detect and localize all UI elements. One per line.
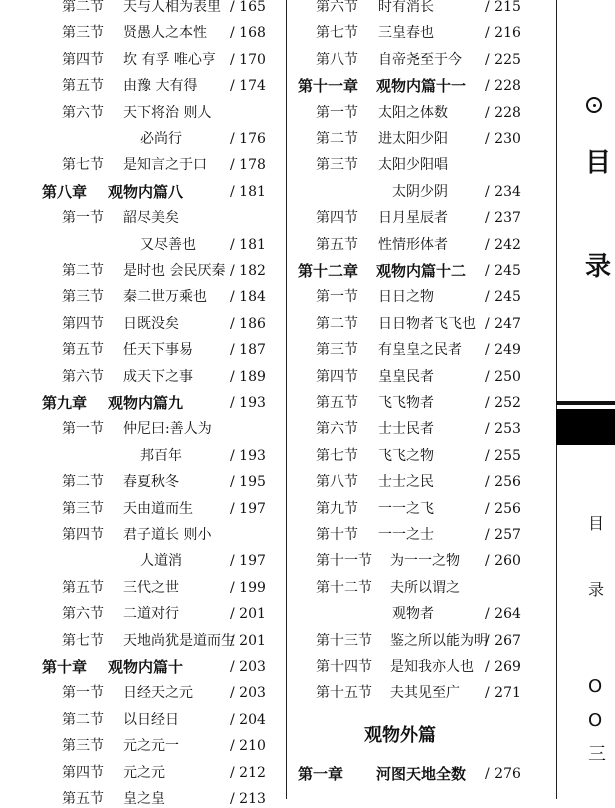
page-number: / 178 [230, 157, 266, 174]
section-title: 元之元 [123, 764, 165, 781]
section-title: 天下将治 则人 [123, 104, 212, 121]
section-number: 第三节 [62, 289, 104, 306]
section-number: 第四节 [316, 210, 358, 227]
section-number: 第九节 [316, 500, 358, 517]
section-title: 是时也 会民厌秦 [123, 263, 226, 279]
page-number: / 195 [230, 474, 266, 491]
page-number: / 256 [485, 474, 521, 491]
sidebar-title-char: 录 [585, 252, 612, 282]
section-number: 第一节 [62, 685, 104, 702]
page-number: / 181 [230, 236, 266, 253]
page-number: / 247 [485, 315, 521, 332]
section-number: 第五节 [62, 78, 104, 95]
section-title: 夫所以谓之 [390, 579, 460, 596]
section-number: 第五节 [316, 236, 358, 253]
sidebar-thin-band [556, 401, 615, 405]
page-number: / 203 [230, 685, 266, 702]
page-number: / 253 [485, 421, 521, 438]
section-title-continued: 又尽善也 [140, 236, 196, 253]
section-title: 三代之世 [123, 579, 179, 596]
page-number: / 197 [230, 500, 266, 517]
chapter-title: 河图天地全数 [376, 765, 467, 784]
column-divider [286, 0, 287, 799]
section-number: 第三节 [62, 738, 104, 755]
section-title-continued: 观物者 [392, 606, 434, 623]
section-number: 第三节 [316, 157, 358, 174]
section-number: 第二节 [62, 474, 104, 491]
section-number: 第二节 [62, 0, 104, 15]
page-number: / 225 [485, 51, 521, 68]
section-title: 进太阳少阳 [378, 131, 448, 147]
chapter-title: 观物内篇十二 [376, 262, 467, 280]
section-title-continued: 太阴少阴 [392, 183, 448, 200]
sidebar-page-number-char: O [588, 676, 603, 697]
page-number: / 215 [485, 0, 521, 15]
section-title: 天地尚犹是道而生 [123, 632, 235, 649]
chapter-number: 第十一章 [298, 77, 359, 96]
section-number: 第七节 [62, 157, 104, 174]
section-title: 时有消长 [378, 0, 434, 15]
section-title: 日月星辰者 [378, 210, 448, 227]
page-number: / 252 [485, 395, 521, 411]
page-number: / 242 [485, 236, 521, 253]
page-number: / 257 [485, 527, 521, 543]
section-title: 仲尼曰:善人为 [123, 421, 212, 438]
section-number: 第十二节 [316, 579, 372, 596]
page-number: / 176 [230, 131, 266, 147]
section-title: 元之元一 [123, 738, 179, 755]
section-title: 一一之飞 [378, 500, 434, 517]
section-title: 秦二世万乘也 [123, 289, 207, 306]
section-number: 第六节 [62, 104, 104, 121]
page-number: / 186 [230, 315, 266, 332]
page-number: / 212 [230, 764, 266, 781]
chapter-number: 第八章 [42, 182, 88, 201]
chapter-title: 观物内篇十 [108, 658, 184, 676]
section-title: 飞飞之物 [378, 447, 434, 464]
section-title: 是知言之于口 [123, 157, 207, 174]
section-number: 第四节 [62, 527, 104, 543]
section-number: 第五节 [62, 342, 104, 359]
section-number: 第四节 [316, 368, 358, 385]
page-number: / 228 [485, 78, 521, 95]
section-title: 任天下事易 [123, 342, 193, 359]
sidebar-page-number-char: O [588, 710, 603, 731]
section-title: 日日物者飞飞也 [378, 315, 476, 332]
section-title: 三皇春也 [378, 25, 434, 42]
section-title: 士士民者 [378, 421, 434, 438]
section-title: 太阳少阳唱 [378, 157, 448, 174]
section-title: 天由道而生 [123, 500, 193, 517]
chapter-title: 观物内篇九 [108, 394, 184, 412]
section-title: 成天下之事 [123, 368, 193, 385]
chapter-number: 第一章 [298, 765, 344, 784]
page-number: / 245 [485, 263, 521, 279]
section-number: 第一节 [316, 104, 358, 121]
page-number: / 197 [230, 553, 266, 570]
section-number: 第四节 [62, 51, 104, 68]
section-title: 坎 有孚 唯心亨 [123, 51, 216, 68]
section-title: 贤愚人之本性 [123, 25, 207, 42]
page-number: / 174 [230, 78, 266, 95]
section-number: 第三节 [316, 342, 358, 359]
section-number: 第四节 [62, 764, 104, 781]
section-number: 第六节 [62, 606, 104, 623]
section-number: 第一节 [62, 210, 104, 227]
page-number: / 181 [230, 183, 266, 200]
section-number: 第八节 [316, 474, 358, 491]
page-number: / 276 [485, 766, 521, 783]
page-number: / 201 [230, 632, 266, 649]
section-title: 日日之物 [378, 289, 434, 306]
page-number: / 269 [485, 659, 521, 675]
sidebar-black-band [556, 409, 615, 445]
section-number: 第一节 [316, 289, 358, 306]
section-number: 第四节 [62, 315, 104, 332]
section-title: 有皇皇之民者 [378, 342, 462, 359]
section-title: 一一之士 [378, 527, 434, 543]
page-number: / 255 [485, 447, 521, 464]
section-title: 由豫 大有得 [123, 78, 198, 95]
section-number: 第七节 [316, 447, 358, 464]
section-title: 为一一之物 [390, 553, 460, 570]
page-number: / 187 [230, 342, 266, 359]
section-number: 第十一节 [316, 553, 372, 570]
section-title: 飞飞物者 [378, 395, 434, 411]
sidebar-small-title-char: 录 [588, 580, 605, 599]
page-number: / 168 [230, 25, 266, 42]
section-title: 二道对行 [123, 606, 179, 623]
section-number: 第一节 [62, 421, 104, 438]
section-title: 士士之民 [378, 474, 434, 491]
page-number: / 256 [485, 500, 521, 517]
page-number: / 237 [485, 210, 521, 227]
section-title: 夫其见至广 [390, 685, 460, 702]
section-number: 第八节 [316, 51, 358, 68]
section-number: 第十四节 [316, 659, 372, 675]
page-number: / 193 [230, 395, 266, 411]
section-title: 太阳之体数 [378, 104, 448, 121]
section-number: 第七节 [62, 632, 104, 649]
page-number: / 234 [485, 183, 521, 200]
section-title: 性情形体者 [378, 236, 448, 253]
section-title: 皇之皇 [123, 791, 165, 807]
section-title: 日既没矣 [123, 315, 179, 332]
section-number: 第十五节 [316, 685, 372, 702]
section-title: 以日经日 [123, 711, 179, 728]
section-title: 韶尽美矣 [123, 210, 179, 227]
page-number: / 165 [230, 0, 266, 15]
section-number: 第十节 [316, 527, 358, 543]
page-number: / 170 [230, 51, 266, 68]
page-number: / 201 [230, 606, 266, 623]
section-title-continued: 必尚行 [140, 131, 182, 147]
section-title-continued: 邦百年 [140, 447, 182, 464]
page-number: / 228 [485, 104, 521, 121]
section-number: 第三节 [62, 500, 104, 517]
section-title: 天与人相为表里 [123, 0, 221, 15]
page-number: / 203 [230, 659, 266, 675]
page-number: / 210 [230, 738, 266, 755]
section-title: 日经天之元 [123, 685, 193, 702]
chapter-number: 第九章 [42, 394, 88, 412]
page-number: / 260 [485, 553, 521, 570]
page-number: / 199 [230, 579, 266, 596]
section-number: 第六节 [316, 421, 358, 438]
page-number: / 204 [230, 711, 266, 728]
page-number: / 249 [485, 342, 521, 359]
circle-dot-center [593, 104, 596, 107]
section-title: 自帝尧至于今 [378, 51, 462, 68]
section-number: 第五节 [62, 791, 104, 807]
chapter-number: 第十二章 [298, 262, 359, 280]
section-number: 第二节 [62, 711, 104, 728]
section-title-continued: 人道消 [140, 553, 182, 570]
chapter-number: 第十章 [42, 658, 88, 676]
page-number: / 189 [230, 368, 266, 385]
section-number: 第二节 [316, 315, 358, 332]
page-number: / 213 [230, 791, 266, 807]
section-title: 皇皇民者 [378, 368, 434, 385]
sidebar-title-char: 目 [585, 148, 612, 178]
section-number: 第五节 [62, 579, 104, 596]
page-number: / 271 [485, 685, 521, 702]
section-title: 春夏秋冬 [123, 474, 179, 491]
section-title: 是知我亦人也 [390, 659, 474, 675]
margin-rule [556, 0, 557, 799]
page-number: / 230 [485, 131, 521, 147]
page-number: / 184 [230, 289, 266, 306]
part-heading: 观物外篇 [364, 724, 436, 746]
section-number: 第十三节 [316, 632, 372, 649]
section-title: 鉴之所以能为明 [390, 632, 488, 649]
section-number: 第七节 [316, 25, 358, 42]
section-number: 第二节 [62, 263, 104, 279]
page-number: / 264 [485, 606, 521, 623]
sidebar-page-number-char: 三 [588, 744, 606, 765]
page-number: / 182 [230, 263, 266, 279]
section-number: 第三节 [62, 25, 104, 42]
page-number: / 245 [485, 289, 521, 306]
chapter-title: 观物内篇八 [108, 182, 184, 201]
chapter-title: 观物内篇十一 [376, 77, 467, 96]
section-title: 君子道长 则小 [123, 527, 212, 543]
section-number: 第六节 [316, 0, 358, 15]
section-number: 第二节 [316, 131, 358, 147]
page-number: / 193 [230, 447, 266, 464]
section-number: 第六节 [62, 368, 104, 385]
sidebar-small-title-char: 目 [588, 514, 605, 533]
page-number: / 216 [485, 25, 521, 42]
section-number: 第五节 [316, 395, 358, 411]
page-number: / 250 [485, 368, 521, 385]
page-number: / 267 [485, 632, 521, 649]
